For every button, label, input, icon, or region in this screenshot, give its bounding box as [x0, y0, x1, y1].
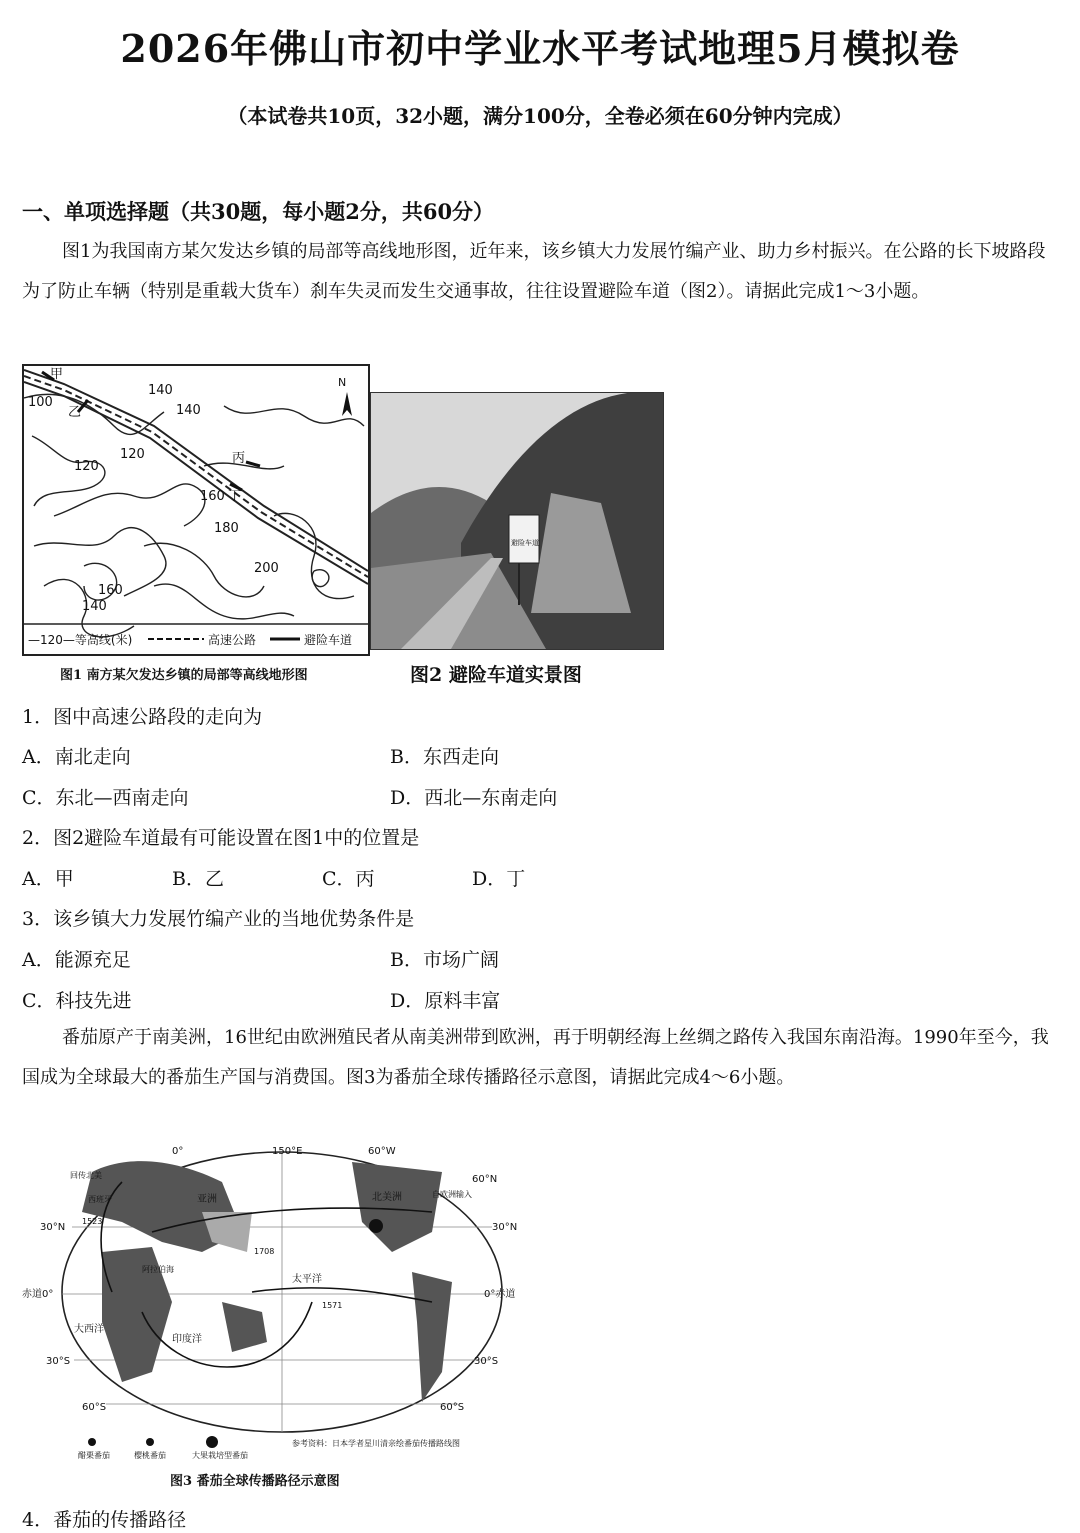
- contour-label: 180: [214, 521, 239, 536]
- question-1-option-d[interactable]: D．西北—东南走向: [390, 787, 558, 809]
- figure-3-world-map: [22, 1142, 522, 1462]
- figure-2-caption: 图2 避险车道实景图: [410, 664, 582, 686]
- map-label: 阿拉伯海: [142, 1265, 174, 1274]
- question-2-option-b[interactable]: B．乙: [172, 868, 224, 890]
- map-label: 北美洲: [372, 1192, 402, 1203]
- contour-label: 160: [200, 489, 225, 504]
- map-label: 1523: [82, 1217, 103, 1226]
- lat-label: 30°N: [40, 1222, 66, 1233]
- legend-ramp: 避险车道: [304, 633, 353, 647]
- north-arrow-icon: [342, 392, 352, 416]
- question-1-option-b[interactable]: B．东西走向: [390, 746, 499, 768]
- contour-map-drawing: [24, 366, 368, 654]
- contour-label: 140: [176, 403, 201, 418]
- intro-paragraph-1: 图1为我国南方某欠发达乡镇的局部等高线地形图，近年来，该乡镇大力发展竹编产业、助力乡村振兴。在公路的长下坡路段为了防止车辆（特别是重载大货车）刹车失灵而发生交通事故，往往设置避险车道（图2）。请据此完成1～3小题。: [22, 241, 1046, 302]
- contour-label: 200: [254, 561, 279, 576]
- map-label: 回传北美: [70, 1171, 102, 1180]
- map-source: 参考资料：日本学者星川清亲绘番茄传播路线图: [292, 1439, 460, 1448]
- lon-label: 60°W: [368, 1146, 396, 1157]
- legend-item: 樱桃番茄: [134, 1451, 166, 1460]
- point-jia: 甲: [50, 367, 64, 382]
- exam-info: （本试卷共10页，32小题，满分100分，全卷必须在60分钟内完成）: [227, 104, 853, 128]
- question-3-option-b[interactable]: B．市场广阔: [390, 949, 499, 971]
- point-ding: 丁: [228, 489, 242, 504]
- point-bing: 丙: [232, 451, 246, 466]
- figure-1-contour-map: [22, 364, 370, 656]
- question-3-option-c[interactable]: C．科技先进: [22, 990, 132, 1012]
- map-label: 西班牙: [88, 1195, 112, 1204]
- lat-label: 60°S: [440, 1402, 465, 1413]
- question-3-stem: 3．该乡镇大力发展竹编产业的当地优势条件是: [22, 908, 415, 930]
- contour-label: 120: [120, 447, 145, 462]
- contour-label: 140: [148, 383, 173, 398]
- contour-label: 120: [74, 459, 99, 474]
- point-yi: 乙: [68, 405, 82, 420]
- intro-paragraph-2: 番茄原产于南美洲，16世纪由欧洲殖民者从南美洲带到欧洲，再于明朝经海上丝绸之路传入我国东南沿海。1990年至今，我国成为全球最大的番茄生产国与消费国。图3为番茄全球传播路径示意图，请据此完成4～6小题。: [22, 1027, 1049, 1088]
- map-label: 太平洋: [292, 1274, 322, 1285]
- map-label: 自欧洲输入: [432, 1190, 472, 1199]
- tomato-spread-map: [22, 1142, 522, 1462]
- legend-item: 醋栗番茄: [78, 1451, 110, 1460]
- legend-highway: 高速公路: [208, 633, 257, 647]
- legend-item: 大果栽培型番茄: [192, 1451, 248, 1460]
- lat-label: 60°S: [82, 1402, 107, 1413]
- figure-3-caption: 图3 番茄全球传播路径示意图: [170, 1474, 340, 1489]
- lat-label: 30°S: [46, 1356, 71, 1367]
- contour-label: 160: [98, 583, 123, 598]
- question-3-option-a[interactable]: A．能源充足: [22, 949, 131, 971]
- lon-label: 150°E: [272, 1146, 303, 1157]
- question-1-option-a[interactable]: A．南北走向: [22, 746, 131, 768]
- question-4-stem: 4．番茄的传播路径: [22, 1509, 187, 1531]
- figure-1-caption: 图1 南方某欠发达乡镇的局部等高线地形图: [60, 668, 308, 683]
- figure-2-photo: [370, 392, 664, 650]
- question-3-option-d[interactable]: D．原料丰富: [390, 990, 501, 1012]
- question-1-option-c[interactable]: C．东北—西南走向: [22, 787, 189, 809]
- section-heading: 一、单项选择题（共30题，每小题2分，共60分）: [22, 199, 495, 224]
- lat-label: 赤道0°: [22, 1289, 54, 1300]
- lat-label: 60°N: [472, 1174, 498, 1185]
- map-label: 大西洋: [74, 1324, 104, 1335]
- question-2-option-a[interactable]: A．甲: [22, 868, 74, 890]
- legend-contour: —120—等高线(米): [28, 633, 133, 647]
- map-label: 亚洲: [197, 1194, 217, 1205]
- contour-label: 140: [82, 599, 107, 614]
- map-label: 印度洋: [172, 1334, 202, 1345]
- lat-label: 0°赤道: [484, 1289, 516, 1300]
- north-label: N: [338, 376, 347, 389]
- question-2-option-c[interactable]: C．丙: [322, 868, 375, 890]
- page-title: 2026年佛山市初中学业水平考试地理5月模拟卷: [120, 26, 960, 71]
- question-1-stem: 1．图中高速公路段的走向为: [22, 706, 263, 728]
- map-label: 1708: [254, 1247, 275, 1256]
- lon-label: 0°: [172, 1146, 184, 1157]
- lat-label: 30°N: [492, 1222, 518, 1233]
- contour-label: 100: [28, 395, 53, 410]
- question-2-option-d[interactable]: D．丁: [472, 868, 526, 890]
- question-2-stem: 2．图2避险车道最有可能设置在图1中的位置是: [22, 827, 420, 849]
- photo-sign-text: 避险车道: [511, 539, 539, 547]
- map-label: 1571: [322, 1301, 343, 1310]
- escape-ramp-photo: [371, 393, 663, 649]
- lat-label: 30°S: [474, 1356, 499, 1367]
